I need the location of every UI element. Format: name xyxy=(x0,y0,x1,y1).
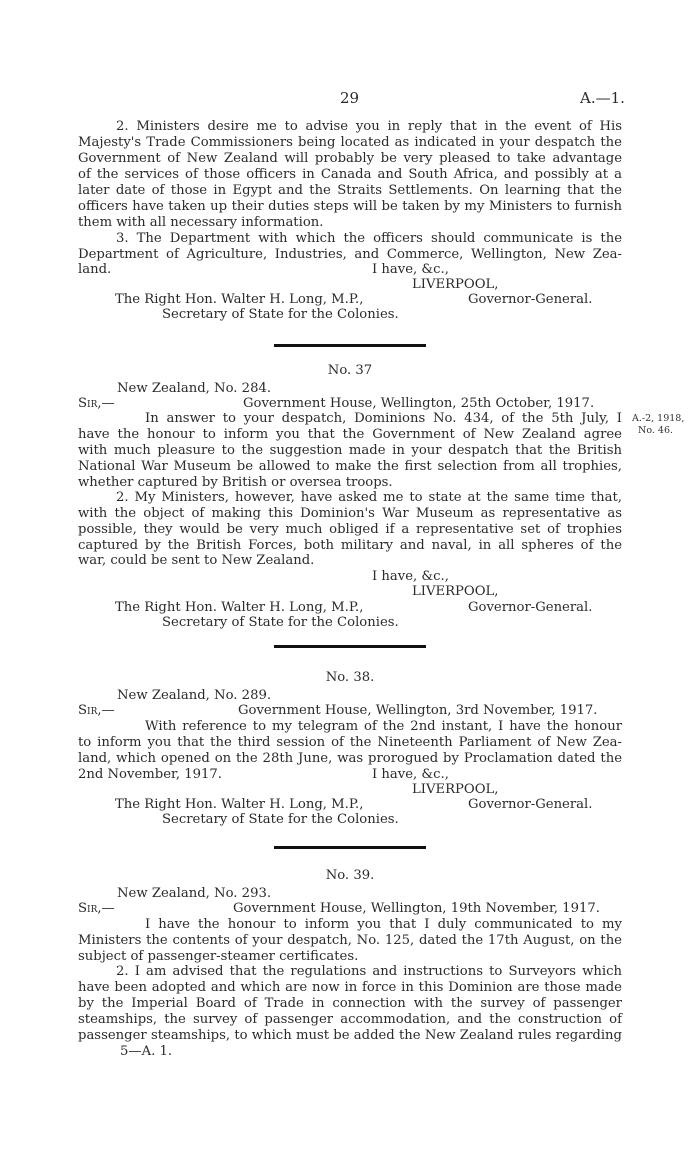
section-divider xyxy=(274,846,426,849)
dispatch-reference: New Zealand, No. 284. xyxy=(117,381,272,396)
place-date: Government House, Wellington, 3rd November, 1917. xyxy=(238,703,598,718)
paragraph-line: later date of those in Egypt and the Straits Settlements. On learning that the xyxy=(78,183,622,198)
paragraph-line: subject of passenger-steamer certificates. xyxy=(78,949,359,964)
paragraph-line: of the services of those officers in Canada and South Africa, and possibly at a xyxy=(78,167,622,182)
signature-mark: 5—A. 1. xyxy=(120,1044,173,1059)
addressee: The Right Hon. Walter H. Long, M.P., xyxy=(115,600,364,615)
dispatch-number: No. 39. xyxy=(325,868,375,883)
signatory: LIVERPOOL, xyxy=(412,584,499,599)
paragraph-line: National War Museum be allowed to make the first selection from all trophies, xyxy=(78,459,622,474)
paragraph-line: with much pleasure to the suggestion made in your despatch that the British xyxy=(78,443,622,458)
salutation: Sir,— xyxy=(78,703,115,718)
dispatch-reference: New Zealand, No. 293. xyxy=(117,886,272,901)
paragraph-line: 2. Ministers desire me to advise you in reply that in the event of His xyxy=(116,119,622,134)
place-date: Government House, Wellington, 25th October, 1917. xyxy=(243,396,595,411)
addressee: The Right Hon. Walter H. Long, M.P., xyxy=(115,797,364,812)
paragraph-line: captured by the British Forces, both military and naval, in all spheres of the xyxy=(78,538,622,553)
paragraph-line: with the object of making this Dominion's War Museum as representative as xyxy=(78,506,622,521)
paragraph-line: 2. I am advised that the regulations and instructions to Surveyors which xyxy=(116,964,622,979)
salutation: Sir,— xyxy=(78,396,115,411)
closing: I have, &c., xyxy=(372,569,449,584)
section-divider xyxy=(274,645,426,648)
margin-note: No. 46. xyxy=(638,425,674,436)
paragraph-line: 2. My Ministers, however, have asked me to state at the same time that, xyxy=(116,490,622,505)
paragraph-line: land. xyxy=(78,262,112,277)
signatory-title: Governor-General. xyxy=(468,292,593,307)
dispatch-number: No. 37 xyxy=(327,363,373,378)
signatory: LIVERPOOL, xyxy=(412,277,499,292)
paragraph-line: war, could be sent to New Zealand. xyxy=(78,553,315,568)
closing: I have, &c., xyxy=(372,262,449,277)
paragraph-line: 3. The Department with which the officers should communicate is the xyxy=(116,231,622,246)
paragraph-line: passenger steamships, to which must be added the New Zealand rules regarding xyxy=(78,1028,622,1043)
paragraph-line: whether captured by British or oversea troops. xyxy=(78,475,393,490)
paragraph-line: to inform you that the third session of the Nineteenth Parliament of New Zea- xyxy=(78,735,622,750)
addressee: The Right Hon. Walter H. Long, M.P., xyxy=(115,292,364,307)
paragraph-line: I have the honour to inform you that I duly communicated to my xyxy=(145,917,622,932)
paragraph-line: Department of Agriculture, Industries, and Commerce, Wellington, New Zea- xyxy=(78,247,622,262)
dispatch-number: No. 38. xyxy=(325,670,375,685)
salutation: Sir,— xyxy=(78,901,115,916)
document-reference: A.—1. xyxy=(580,89,625,107)
paragraph-line: Majesty's Trade Commissioners being located as indicated in your despatch the xyxy=(78,135,622,150)
paragraph-line: possible, they would be very much obliged if a representative set of trophies xyxy=(78,522,622,537)
dispatch-reference: New Zealand, No. 289. xyxy=(117,688,272,703)
paragraph-line: them with all necessary information. xyxy=(78,215,324,230)
paragraph-line: With reference to my telegram of the 2nd instant, I have the honour xyxy=(145,719,622,734)
paragraph-line: Ministers the contents of your despatch, No. 125, dated the 17th August, on the xyxy=(78,933,622,948)
signatory-title: Governor-General. xyxy=(468,600,593,615)
addressee-office: Secretary of State for the Colonies. xyxy=(162,812,399,827)
paragraph-line: officers have taken up their duties steps will be taken by my Ministers to furnish xyxy=(78,199,622,214)
addressee-office: Secretary of State for the Colonies. xyxy=(162,307,399,322)
margin-note: A.-2, 1918, xyxy=(632,413,685,424)
addressee-office: Secretary of State for the Colonies. xyxy=(162,615,399,630)
signatory-title: Governor-General. xyxy=(468,797,593,812)
paragraph-line: by the Imperial Board of Trade in connection with the survey of passenger xyxy=(78,996,622,1011)
paragraph-line: have been adopted and which are now in force in this Dominion are those made xyxy=(78,980,622,995)
paragraph-line: land, which opened on the 28th June, was prorogued by Proclamation dated the xyxy=(78,751,622,766)
closing: I have, &c., xyxy=(372,767,449,782)
paragraph-line: 2nd November, 1917. xyxy=(78,767,222,782)
paragraph-line: In answer to your despatch, Dominions No. 434, of the 5th July, I xyxy=(145,411,622,426)
place-date: Government House, Wellington, 19th November, 1917. xyxy=(233,901,600,916)
signatory: LIVERPOOL, xyxy=(412,782,499,797)
paragraph-line: have the honour to inform you that the Government of New Zealand agree xyxy=(78,427,622,442)
paragraph-line: steamships, the survey of passenger accommodation, and the construction of xyxy=(78,1012,622,1027)
section-divider xyxy=(274,344,426,347)
paragraph-line: Government of New Zealand will probably be very pleased to take advantage xyxy=(78,151,622,166)
page-number: 29 xyxy=(340,89,360,107)
